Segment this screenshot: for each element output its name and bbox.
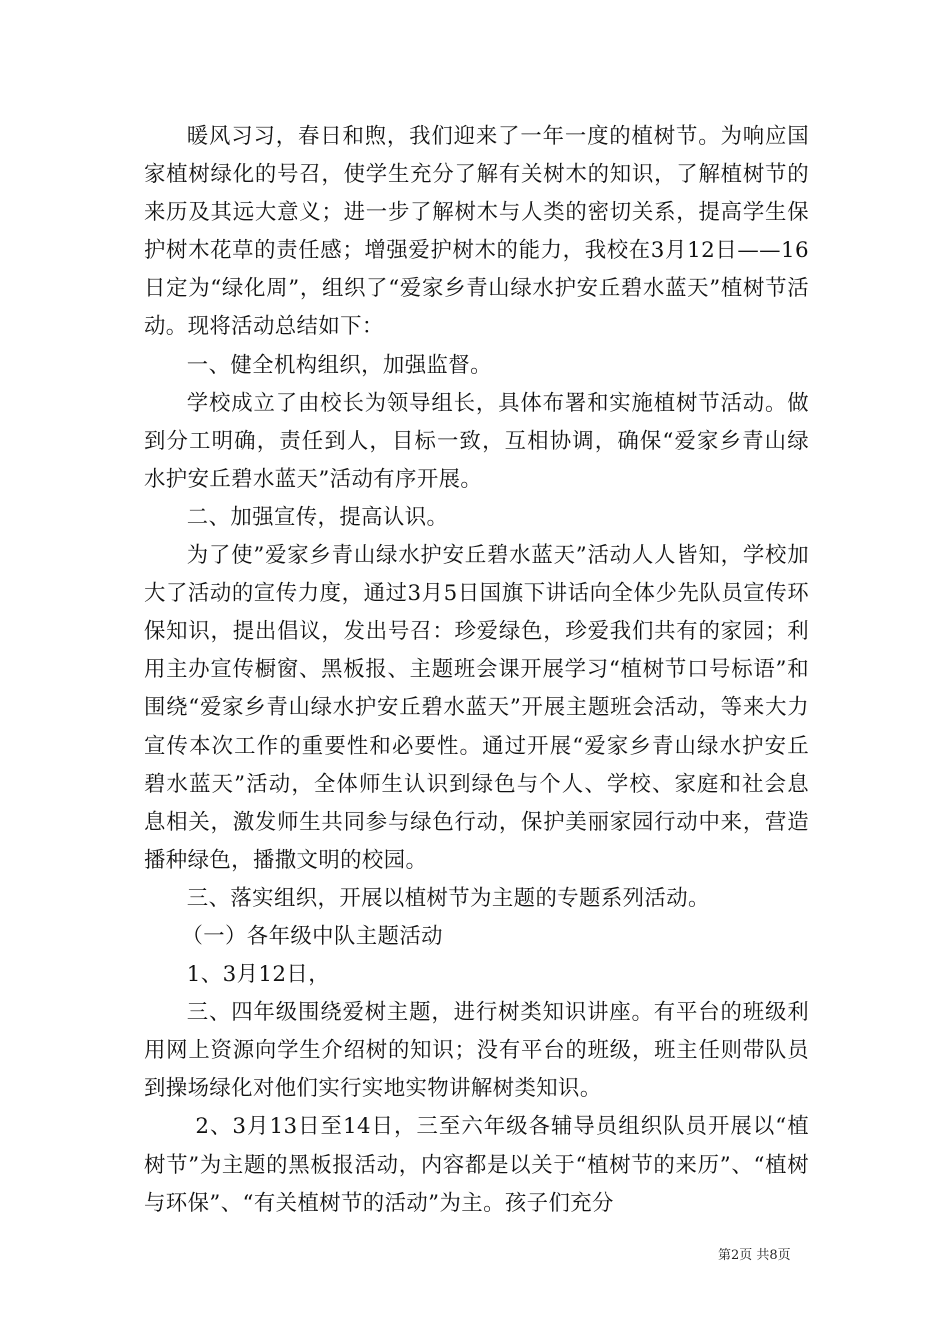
paragraph-publicity: 为了使”爱家乡青山绿水护安丘碧水蓝天”活动人人皆知，学校加大了活动的宣传力度，通过3月5日国旗下讲话向全体少先队员宣传环保知识，提出倡议，发出号召：珍爱绿色，珍爱我们共有的家园；利用主办宣传橱窗、黑板报、主题班会课开展学习“植树节口号标语”和围绕“爱家乡青山绿水护安丘碧水蓝天”开展主题班会活动，等来大力宣传本次工作的重要性和必要性。通过开展“爱家乡青山绿水护安丘碧水蓝天”活动，全体师生认识到绿色与个人、学校、家庭和社会息息相关，激发师生共同参与绿色行动，保护美丽家园行动中来，营造播种绿色，播撒文明的校园。 bbox=[144, 543, 809, 873]
heading-section-3: 三、落实组织，开展以植树节为主题的专题系列活动。 bbox=[186, 885, 710, 911]
subheading-grade-activities: （一）各年级中队主题活动 bbox=[181, 923, 443, 949]
document-body bbox=[144, 118, 809, 1223]
paragraph-intro: 暖风习习，春日和煦，我们迎来了一年一度的植树节。为响应国家植树绿化的号召，使学生充分了解有关树木的知识，了解植树节的来历及其远大意义；进一步了解树木与人类的密切关系，提高学生保护树木花草的责任感；增强爱护树木的能力，我校在3月12日——16日定为“绿化周”，组织了“爱家乡青山绿水护安丘碧水蓝天”植树节活动。现将活动总结如下： bbox=[144, 124, 809, 340]
heading-section-1: 一、健全机构组织，加强监督。 bbox=[186, 352, 492, 378]
list-item-date-1: 1、3月12日， bbox=[186, 962, 330, 988]
paragraph-organization: 学校成立了由校长为领导组长，具体布署和实施植树节活动。做到分工明确，责任到人，目标一致，互相协调，确保“爱家乡青山绿水护安丘碧水蓝天”活动有序开展。 bbox=[144, 390, 809, 492]
paragraph-blackboard-activity: 2、3月13日至14日，三至六年级各辅导员组织队员开展以“植树节”为主题的黑板报活动，内容都是以关于“植树节的来历”、“植树与环保”、“有关植树节的活动”为主。孩子们充分 bbox=[144, 1114, 809, 1216]
heading-section-2: 二、加强宣传，提高认识。 bbox=[186, 504, 449, 530]
paragraph-tree-lecture: 三、四年级围绕爱树主题，进行树类知识讲座。有平台的班级利用网上资源向学生介绍树的知识；没有平台的班级，班主任则带队员到操场绿化对他们实行实地实物讲解树类知识。 bbox=[144, 1000, 809, 1102]
page-number-footer: 第2页 共8页 bbox=[718, 1248, 791, 1263]
